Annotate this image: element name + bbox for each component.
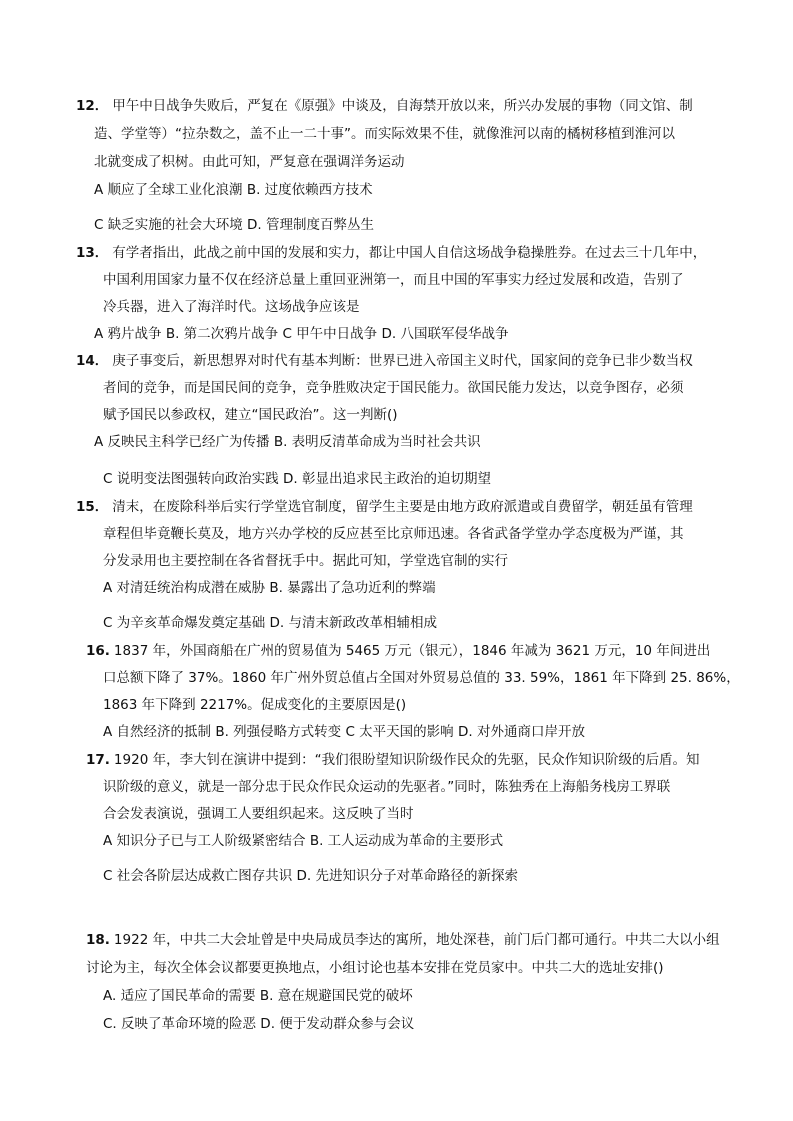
question-12-number: 12． [76, 98, 109, 114]
question-15-options-ab: A 对清廷统治构成潜在威胁 B. 暴露出了急功近利的弊端 [103, 580, 436, 596]
question-17-number: 17. [86, 752, 110, 768]
question-17-options-ab: A 知识分子已与工人阶级紧密结合 B. 工人运动成为革命的主要形式 [103, 833, 504, 849]
question-14-line-3: 赋予国民以参政权，建立“国民政治”。这一判断() [103, 407, 398, 423]
question-15-options-cd: C 为辛亥革命爆发奠定基础 D. 与清末新政改革相辅相成 [103, 615, 437, 631]
question-13-options: A 鸦片战争 B. 第二次鸦片战争 C 甲午中日战争 D. 八国联军侵华战争 [94, 326, 509, 342]
question-12-line-3: 北就变成了枳树。由此可知，严复意在强调洋务运动 [94, 154, 405, 170]
question-16-line-2: 口总额下降了 37%。1860 年广州外贸总值占全国对外贸易总值的 33. 59%，1861 年下降到 25. 86%， [103, 670, 740, 686]
question-18-line-2: 讨论为主，每次全体会议都要更换地点，小组讨论也基本安排在党员家中。中共二大的选址安排() [86, 960, 664, 976]
question-17-options-cd: C 社会各阶层达成救亡图存共识 D. 先进知识分子对革命路径的新探索 [103, 868, 518, 884]
question-18-options-cd: C. 反映了革命环境的险恶 D. 便于发动群众参与会议 [103, 1016, 415, 1032]
question-12-line-1: 12． 甲午中日战争失败后，严复在《原强》中谈及，自海禁开放以来，所兴办发展的事物（同文馆、制 [76, 98, 693, 114]
question-14-line-2: 者间的竞争，而是国民间的竞争，竞争胜败决定于国民能力。欲国民能力发达，以竞争图存，必须 [103, 380, 684, 396]
question-18-line-1: 18. 1922 年，中共二大会址曾是中央局成员李达的寓所，地处深巷，前门后门都可通行。中共二大以小组 [86, 932, 720, 948]
question-17-line-1: 17. 1920 年，李大钊在演讲中提到：“我们很盼望知识阶级作民众的先驱，民众作知识阶级的后盾。知 [86, 752, 700, 768]
question-18-number: 18. [86, 932, 110, 948]
question-15-line-2: 章程但毕竟鞭长莫及，地方兴办学校的反应甚至比京师迅速。各省武备学堂办学态度极为严谨，其 [103, 526, 684, 542]
question-14-options-cd: C 说明变法图强转向政治实践 D. 彰显出追求民主政治的迫切期望 [103, 471, 491, 487]
question-12-options-cd: C 缺乏实施的社会大环境 D. 管理制度百弊丛生 [94, 217, 374, 233]
question-12-line-2: 造、学堂等）“拉杂数之，盖不止一二十事”。而实际效果不佳，就像淮河以南的橘树移植到淮河以 [94, 126, 675, 142]
question-16-number: 16. [86, 643, 110, 659]
question-14-number: 14． [76, 353, 109, 369]
question-16-line-3: 1863 年下降到 2217%。促成变化的主要原因是() [103, 697, 407, 713]
question-17-line-3: 合会发表演说，强调工人要组织起来。这反映了当时 [103, 806, 414, 822]
question-15-number: 15． [76, 499, 109, 515]
question-16-line-1: 16. 1837 年，外国商船在广州的贸易值为 5465 万元（银元），1846 年减为 3621 万元，10 年间进出 [86, 643, 711, 659]
question-17-line-2: 识阶级的意义，就是一部分忠于民众作民众运动的先驱者。”同时，陈独秀在上海船务栈房工界联 [103, 779, 671, 795]
question-16-options: A 自然经济的抵制 B. 列强侵略方式转变 C 太平天国的影响 D. 对外通商口岸开放 [103, 724, 585, 740]
question-15-line-1: 15． 清末，在废除科举后实行学堂选官制度，留学生主要是由地方政府派遣或自费留学，朝廷虽有管理 [76, 499, 693, 515]
question-13-line-2: 中国利用国家力量不仅在经济总量上重回亚洲第一，而且中国的军事实力经过发展和改造，告别了 [103, 272, 684, 288]
question-14-options-ab: A 反映民主科学已经广为传播 B. 表明反清革命成为当时社会共识 [94, 434, 481, 450]
question-13-number: 13． [76, 245, 109, 261]
question-13-line-1: 13． 有学者指出，此战之前中国的发展和实力，都让中国人自信这场战争稳操胜券。在过去三十几年中， [76, 245, 707, 261]
question-15-line-3: 分发录用也主要控制在各省督抚手中。据此可知，学堂选官制的实行 [103, 553, 508, 569]
question-18-options-ab: A. 适应了国民革命的需要 B. 意在规避国民党的破坏 [103, 988, 413, 1004]
question-14-line-1: 14． 庚子事变后，新思想界对时代有基本判断：世界已进入帝国主义时代，国家间的竞争已非少数当权 [76, 353, 693, 369]
question-13-line-3: 冷兵器，进入了海洋时代。这场战争应该是 [103, 299, 360, 315]
question-12-options-ab: A 顺应了全球工业化浪潮 B. 过度依赖西方技术 [94, 182, 373, 198]
